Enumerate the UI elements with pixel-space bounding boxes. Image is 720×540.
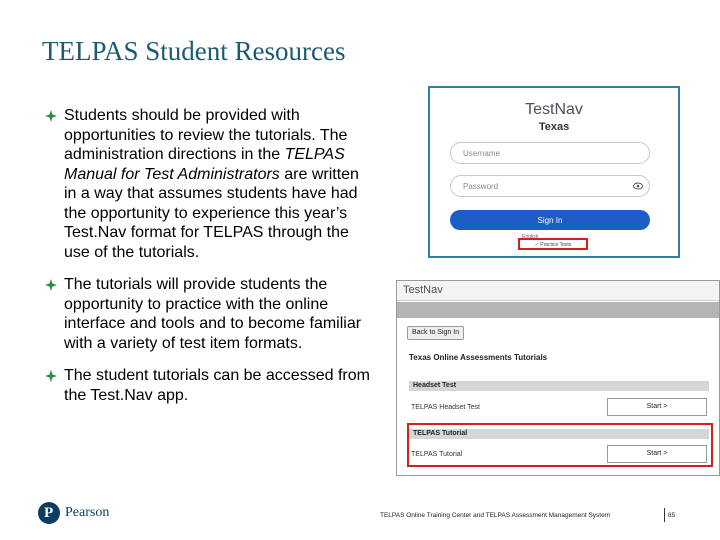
testnav-logo: TestNav bbox=[525, 101, 583, 118]
back-to-sign-in-button[interactable]: Back to Sign In bbox=[407, 326, 464, 340]
diamond-bullet-icon bbox=[44, 278, 58, 292]
manual-title: TELPAS Manual for Test Administrators bbox=[64, 146, 345, 183]
bullet-item bbox=[44, 106, 374, 262]
highlight-box bbox=[407, 423, 713, 467]
toolbar-strip bbox=[397, 302, 719, 318]
bullet-item bbox=[44, 366, 374, 405]
pearson-p-icon: P bbox=[38, 502, 60, 524]
bullet-text: The student tutorials can be accessed from the Test.Nav app. bbox=[64, 367, 370, 404]
tutorial-label: TELPAS Tutorial bbox=[411, 451, 463, 458]
practice-tests-link[interactable]: ✓ Practice Tests bbox=[518, 238, 588, 250]
language-selector[interactable]: English bbox=[522, 234, 539, 240]
headset-start-button[interactable]: Start > bbox=[607, 398, 707, 416]
footer-caption: TELPAS Online Training Center and TELPAS Assessment Management System bbox=[380, 512, 611, 519]
tutorials-screenshot bbox=[396, 280, 720, 476]
headset-section-header: Headset Test bbox=[409, 381, 709, 391]
pearson-logo bbox=[38, 502, 109, 524]
bullet-list bbox=[44, 106, 374, 418]
diamond-bullet-icon bbox=[44, 109, 58, 123]
diamond-bullet-icon bbox=[44, 369, 58, 383]
sign-in-button[interactable]: Sign In bbox=[450, 210, 650, 230]
bullet-text: are written in a way that assumes students have had the opportunity to experience this year’s Test.Nav format for TELPAS through the use of the tutorials. bbox=[64, 165, 359, 261]
testnav-signin-screenshot bbox=[428, 86, 680, 258]
testnav-logo: TestNav bbox=[403, 284, 443, 296]
slide-title: TELPAS Student Resources bbox=[42, 36, 346, 66]
bullet-text: The tutorials will provide students the opportunity to practice with the online interface and tools and to become familiar with a variety of test item formats. bbox=[64, 276, 362, 352]
bullet-text: Students should be provided with opportunities to review the tutorials. The administration directions in the bbox=[64, 107, 348, 163]
testnav-header bbox=[397, 281, 719, 301]
eye-icon[interactable] bbox=[633, 182, 643, 190]
pearson-wordmark: Pearson bbox=[65, 505, 110, 520]
state-label: Texas bbox=[538, 121, 570, 133]
tutorials-heading: Texas Online Assessments Tutorials bbox=[409, 353, 548, 362]
page-number: 85 bbox=[668, 512, 676, 519]
footer-divider bbox=[664, 508, 665, 522]
bullet-item bbox=[44, 275, 374, 353]
password-placeholder: Password bbox=[463, 182, 499, 191]
tutorial-start-button[interactable]: Start > bbox=[607, 445, 707, 463]
username-input[interactable]: Username bbox=[450, 142, 650, 164]
password-input[interactable] bbox=[450, 175, 650, 197]
tutorial-section-header: TELPAS Tutorial bbox=[409, 429, 709, 439]
headset-test-label: TELPAS Headset Test bbox=[411, 404, 480, 411]
